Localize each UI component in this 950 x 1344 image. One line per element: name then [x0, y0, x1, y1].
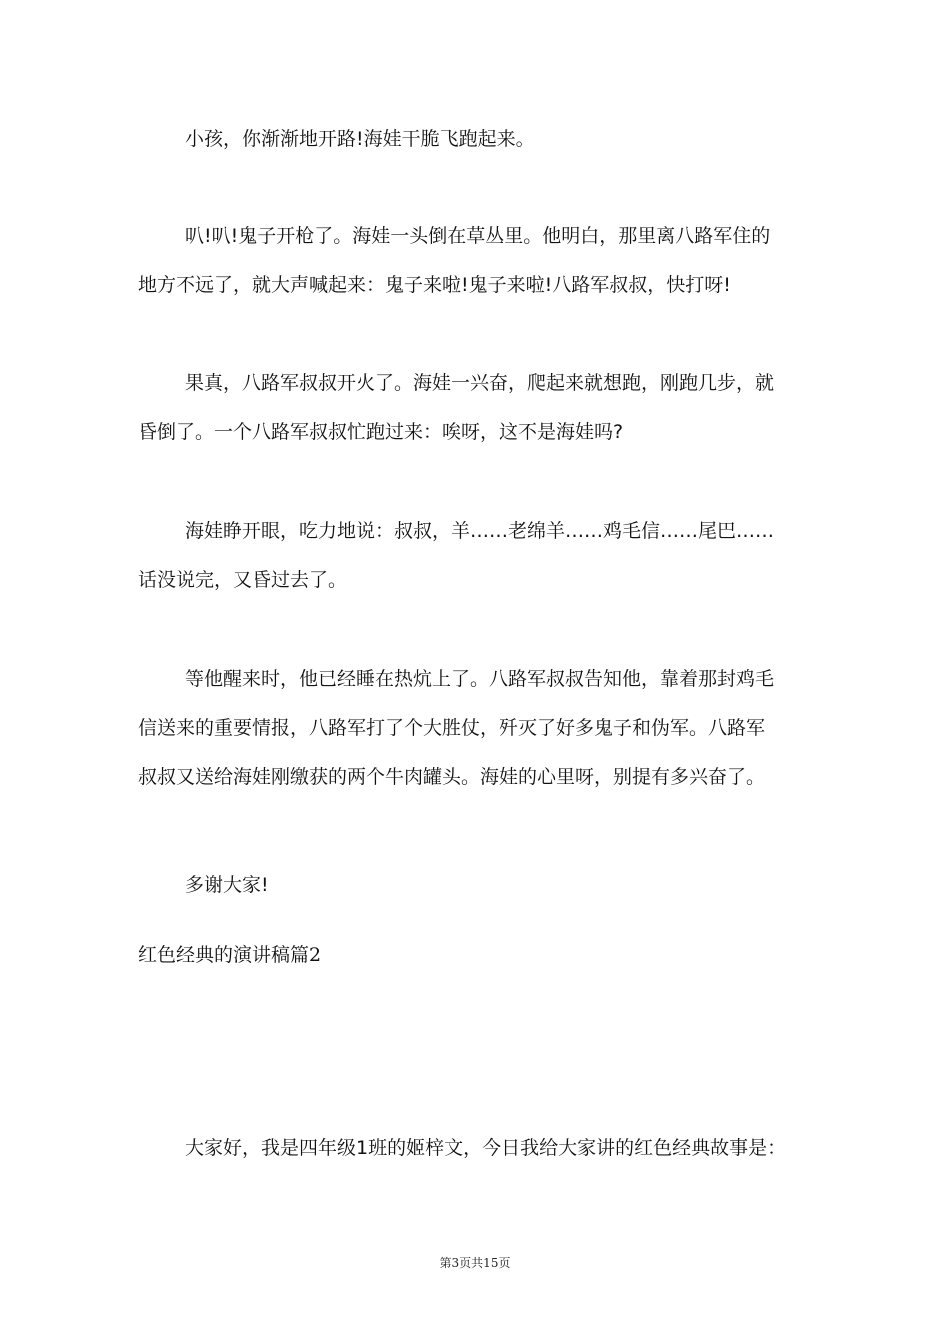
paragraph-5-line-3: 叔叔又送给海娃刚缴获的两个牛肉罐头。海娃的心里呀，别提有多兴奋了。: [138, 766, 766, 788]
paragraph-5-line-2: 信送来的重要情报，八路军打了个大胜仗，歼灭了好多鬼子和伪军。八路军: [138, 717, 766, 739]
paragraph-3-line-1: 果真，八路军叔叔开火了。海娃一兴奋，爬起来就想跑，刚跑几步，就: [185, 372, 775, 394]
paragraph-4-line-2: 话没说完，又昏过去了。: [138, 569, 348, 591]
paragraph-4-line-1: 海娃睁开眼，吃力地说：叔叔，羊……老绵羊……鸡毛信……尾巴……: [185, 520, 775, 542]
paragraph-6-line-1: 多谢大家!: [185, 874, 269, 896]
intro-paragraph: 大家好，我是四年级1班的姬梓文，今日我给大家讲的红色经典故事是：: [185, 1137, 787, 1159]
paragraph-2-line-2: 地方不远了，就大声喊起来：鬼子来啦!鬼子来啦!八路军叔叔，快打呀!: [138, 274, 731, 296]
page-number-footer: 第3页共15页: [439, 1256, 511, 1270]
paragraph-1-line-1: 小孩，你渐渐地开路!海娃干脆飞跑起来。: [185, 128, 535, 150]
paragraph-2-line-1: 叭!叭!鬼子开枪了。海娃一头倒在草丛里。他明白，那里离八路军住的: [185, 225, 771, 247]
paragraph-5-line-1: 等他醒来时，他已经睡在热炕上了。八路军叔叔告知他，靠着那封鸡毛: [185, 668, 775, 690]
paragraph-3-line-2: 昏倒了。一个八路军叔叔忙跑过来：唉呀，这不是海娃吗?: [138, 421, 624, 443]
section-heading: 红色经典的演讲稿篇2: [138, 944, 322, 966]
